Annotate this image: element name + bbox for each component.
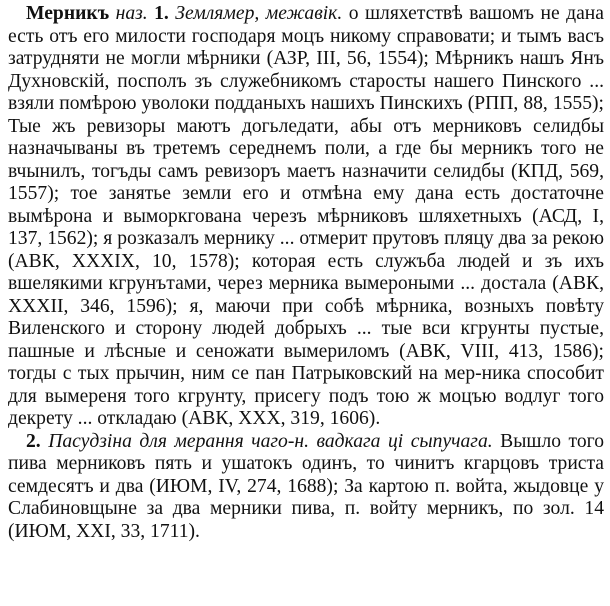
sense-1-paragraph [8, 3, 604, 431]
sense-2-paragraph [8, 431, 604, 544]
sense-1-number: 1. [154, 3, 169, 24]
entry-headword: Мерникъ [26, 3, 110, 24]
sense-2-citations: Вышло того пива мерниковъ пять и ушатокъ одинъ, то чинитъ кгарцовъ триста семдесятъ и два (ИЮМ, IV, 274, 1688); За картою п. войта, жыдовце у Слабиновщыне за два мерники пива, п. войту мерникъ, по зол. 14 (ИЮМ, XXI, 33, 1711). [8, 430, 604, 542]
sense-1-definition: Землямер, межавік. [175, 3, 343, 24]
sense-2-definition: Пасудзіна для мерання чаго-н. вадкага ці сыпучага. [48, 430, 493, 452]
sense-2-number: 2. [26, 430, 41, 452]
dictionary-entry [8, 3, 604, 543]
grammar-label: наз. [115, 3, 148, 24]
sense-1-citations: о шляхетствѣ вашомъ не дана есть отъ его милости господаря моцъ никому справовати; и тымъ васъ затрудняти не могли мѣрники (АЗР, III, 56, 1554); Мѣрникъ нашъ Янъ Духновскій, посполъ зъ служебникомъ старосты нашего Пинского ... взяли помѣрою уволоки подданыхъ нашихъ Пинскихъ (РПП, 88, 1555); Тые жъ ревизоры маютъ догьледати, абы отъ мерниковъ селидбы назначываны въ третемъ середнемъ поли, а где бы мерникъ того не вчынилъ, тогъды самъ ревизоръ маетъ назначити селидбы (КПД, 569, 1557); тое занятье земли его и отмѣна ему дана есть достаточне вымѣрона и выморкгована черезъ мѣрниковъ шляхетныхъ (АСД, I, 137, 1562); я розказалъ мернику ... отмерит прутовъ пляцу два за рекою (АВК, XXXIX, 10, 1578); которая есть служъба людей и зъ ихъ вшелякими кгрунътами, через мерника вымероными ... достала (АВК, XXXII, 346, 1596); я, маючи при собѣ мѣрника, возныхъ повѣту Виленского и сторону людей добрыхъ ... тые вси кгрунты пустые, пашные и лѣсные и сеножати вымериломъ (АВК, VIII, 413, 1586); тогды с тых прычин, ним се пан Патрыковский на мер-ника способит для вымереня того кгрунту, присегу подъ тою ж моцъю водлуг того декрету ... откладаю (АВК, XXX, 319, 1606). [8, 3, 604, 429]
